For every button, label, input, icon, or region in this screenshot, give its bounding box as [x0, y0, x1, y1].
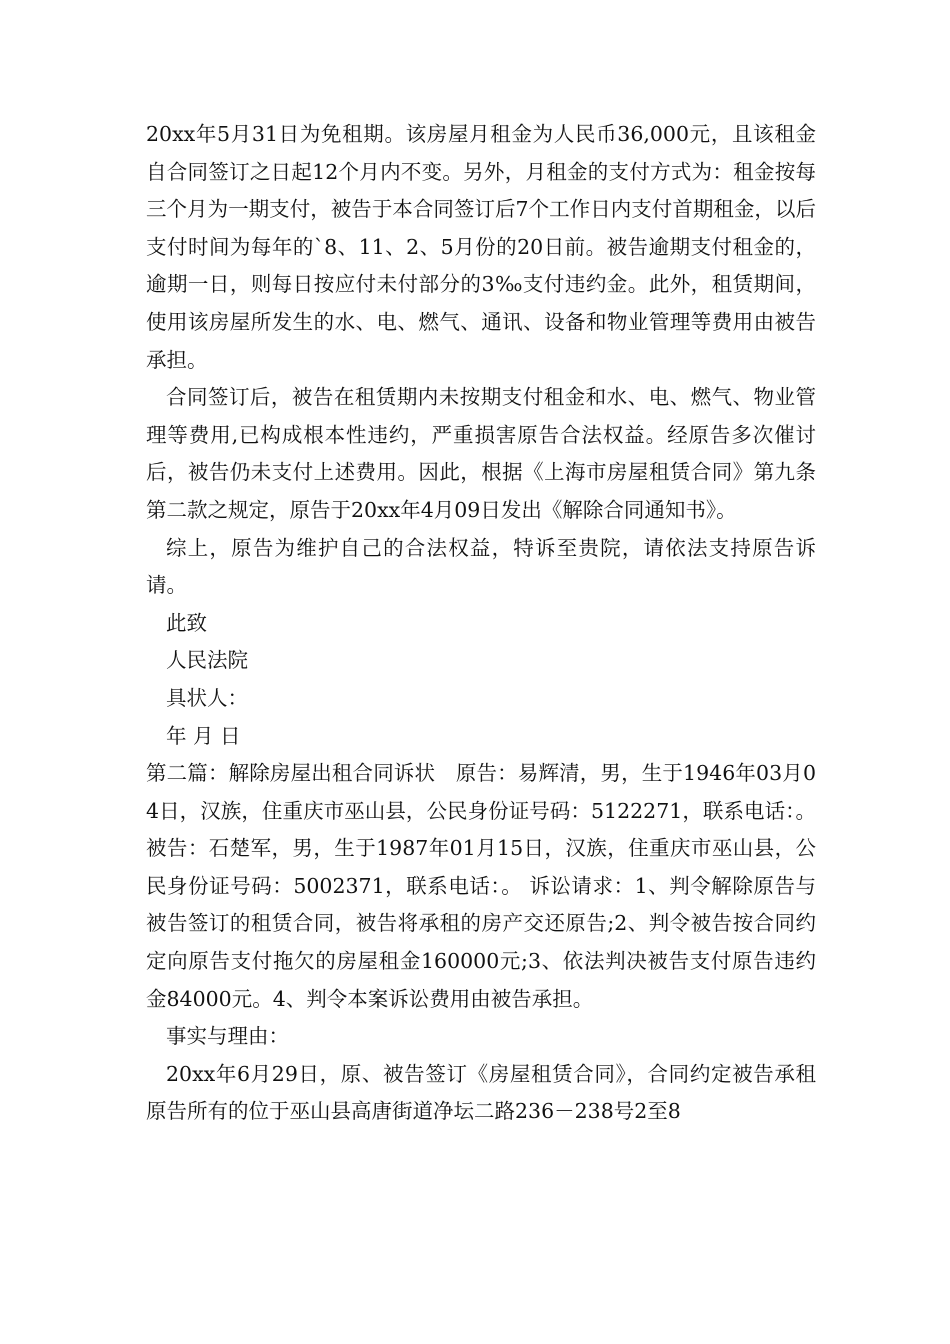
- paragraph-facts: 20xx年6月29日，原、被告签订《房屋租赁合同》，合同约定被告承租原告所有的位于巫山县高唐街道净坛二路236－238号2至8: [146, 1061, 816, 1124]
- paragraph-second-case: 第二篇：解除房屋出租合同诉状 原告：易辉清，男，生于1946年03月04日，汉族，住重庆市巫山县，公民身份证号码：5122271，联系电话：。 被告：石楚军，男，生于1987年01月15日，汉族，住重庆市巫山县，公民身份证号码：5002371，联系电话：。 诉讼请求：1、判令解除原告与被告签订的租赁合同，被告将承租的房产交还原告;2、判令被告按合同约定向原告支付拖欠的房屋租金160000元;3、依法判决被告支付原告违约金84000元。4、判令本案诉讼费用由被告承担。: [146, 761, 816, 1011]
- document-body: [146, 116, 816, 1131]
- paragraph-rent-terms: 20xx年5月31日为免租期。该房屋月租金为人民币36,000元，且该租金自合同签订之日起12个月内不变。另外，月租金的支付方式为：租金按每三个月为一期支付，被告于本合同签订后7个工作日内支付首期租金，以后支付时间为每年的`8、11、2、5月份的20日前。被告逾期支付租金的，逾期一日，则每日按应付未付部分的3‰支付违约金。此外，租赁期间，使用该房屋所发生的水、电、燃气、通讯、设备和物业管理等费用由被告承担。: [146, 122, 816, 372]
- paragraph-breach: 合同签订后，被告在租赁期内未按期支付租金和水、电、燃气、物业管理等费用,已构成根本性违约，严重损害原告合法权益。经原告多次催讨后，被告仍未支付上述费用。因此，根据《上海市房屋租赁合同》第九条第二款之规定，原告于20xx年4月09日发出《解除合同通知书》。: [146, 385, 816, 522]
- paragraph-conclusion: 综上，原告为维护自己的合法权益，特诉至贵院，请依法支持原告诉请。: [146, 535, 816, 598]
- closing-signatory: 具状人：: [166, 685, 248, 710]
- facts-heading: 事实与理由：: [166, 1024, 289, 1049]
- closing-date: 年 月 日: [166, 723, 241, 748]
- closing-salutation: 此致: [166, 610, 207, 635]
- closing-court: 人民法院: [166, 648, 248, 673]
